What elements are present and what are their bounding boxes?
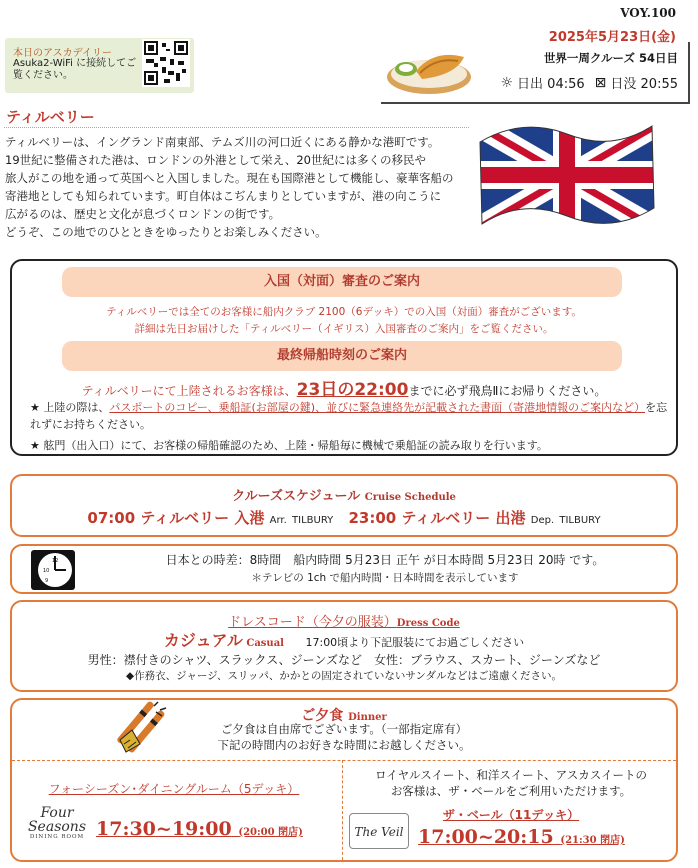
- dinner-title-en: Dinner: [348, 712, 387, 723]
- sunrise-icon: ☼: [500, 74, 514, 91]
- star-icon: ★: [30, 439, 40, 452]
- intro-line: 広がるのは、歴史と文化が息づくロンドンの街です。: [5, 207, 281, 221]
- dinner-title-ja: ご夕食: [301, 708, 344, 724]
- schedule-title-en: Cruise Schedule: [364, 492, 456, 503]
- sunset-time: 日没 20:55: [610, 77, 678, 92]
- fs-logo-line3: DINING ROOM: [29, 834, 85, 840]
- veil-closing: (21:30 閉店): [560, 835, 625, 846]
- wifi-text: Asuka2-WiFi に接続してご覧ください。: [13, 58, 137, 81]
- dinner-line-1: ご夕食は自由席でございます。（一部指定席有）: [220, 722, 468, 736]
- fs-logo-line2: Seasons: [27, 819, 87, 835]
- dinner-line-2: 下記の時間内のお好きな時間にお越しください。: [217, 738, 471, 752]
- gangway-note: [30, 437, 670, 453]
- dress-code-value: カジュアル: [163, 631, 243, 650]
- departure-label: Dep.: [530, 515, 555, 526]
- svg-text:12: 12: [52, 558, 59, 564]
- landing-note: [30, 399, 670, 433]
- veil-logo: The Veil: [349, 813, 409, 849]
- voyage-number: VOY.100: [620, 6, 676, 20]
- schedule-title: [10, 485, 678, 504]
- fs-closing: (20:00 閉店): [238, 827, 303, 838]
- dress-code-row: [10, 628, 678, 651]
- immigration-line-1: ティルベリーでは全てのお客様に船内クラブ 2100（6デッキ）での入国（対面）審査がございます。: [106, 306, 582, 318]
- fs-logo-line1: Four: [40, 805, 74, 821]
- svg-text:9: 9: [45, 578, 49, 584]
- immigration-line-2: 詳細は先日お届けした「ティルベリー（イギリス）入国審査のご案内」をご覧ください。: [134, 323, 554, 335]
- dress-code-en: Casual: [246, 638, 284, 649]
- intro-line: 旅人がこの地を通って英国へと入国しました。現在も国際港として機能し、豪華客船の: [5, 171, 454, 185]
- note2-text: 舷門（出入口）にて、お客様の帰船確認のため、上陸・帰船毎に機械で乗船証の読み取りを行います。: [43, 439, 548, 452]
- four-seasons-logo: [22, 806, 92, 850]
- schedule-title-ja: クルーズスケジュール: [232, 489, 361, 504]
- date-label: 2025年5月23日(金): [548, 30, 676, 45]
- veil-hours: [418, 826, 625, 848]
- arrival-label: Arr.: [269, 515, 287, 526]
- sunset-icon: ⊠: [594, 74, 607, 91]
- return-time: 23日の22:00: [296, 380, 409, 400]
- fs-time-range: 17:30~19:00: [96, 818, 232, 840]
- svg-text:10: 10: [43, 568, 50, 574]
- dinner-divider-vertical: [342, 760, 343, 860]
- union-jack-flag-image: [472, 112, 662, 242]
- return-title: 最終帰船時刻のご案内: [62, 341, 622, 371]
- wifi-title: 本日のアスカデイリー: [13, 48, 112, 59]
- cruise-day-label: 世界一周クルーズ 54日目: [543, 51, 678, 65]
- dress-time-note: 17:00頃より下記服装にてお過ごしください: [305, 636, 525, 649]
- note1-pre: 上陸の際は、: [43, 401, 110, 414]
- return-notice: [14, 375, 674, 400]
- intro-line: ティルベリーは、イングランド南東部、テムズ川の河口近くにある静かな港町です。: [5, 135, 440, 149]
- immigration-title: 入国（対面）審査のご案内: [62, 267, 622, 297]
- schedule-row: [10, 507, 678, 528]
- dinner-divider-horizontal: [12, 760, 676, 761]
- four-seasons-hours: [96, 818, 303, 840]
- dress-title-en: Dress Code: [396, 618, 460, 629]
- note1-post: を忘れずにお持ちください。: [30, 401, 668, 431]
- arrival-time: 07:00: [87, 509, 136, 527]
- tv-note: ＊テレビの 1ch で船内時間・日本時間を表示しています: [251, 572, 519, 584]
- dress-restrictions: ◆作務衣、ジャージ、スリッパ、かかとの固定されていないサンダルなどはご遠慮ください。: [126, 670, 562, 682]
- arrival-port-en: TILBURY: [292, 515, 334, 526]
- four-seasons-name: フォーシーズン･ダイニングルーム（5デッキ）: [48, 782, 300, 796]
- veil-name: ザ・ベール（11デッキ）: [442, 808, 580, 822]
- clock-icon: [30, 549, 76, 591]
- return-pre: ティルベリーにて上陸されるお客様は、: [81, 384, 297, 398]
- sunrise-time: 日出 04:56: [517, 77, 585, 92]
- veil-eligibility-2: お客様は、ザ・ベールをご利用いただけます。: [390, 784, 632, 798]
- port-intro: [5, 133, 470, 241]
- departure-time: 23:00: [348, 509, 397, 527]
- return-post: までに必ず飛鳥Ⅱにお帰りください。: [408, 384, 607, 398]
- time-difference: 日本との時差：8時間 船内時間 5月23日 正午 が日本時間 5月23日 20時 です。: [165, 553, 605, 567]
- qr-code-icon[interactable]: [142, 39, 190, 87]
- intro-line: どうぞ、この地でのひとときをゆったりとお楽しみください。: [5, 225, 327, 239]
- star-icon: ★: [30, 401, 40, 414]
- intro-line: 19世紀に整備された港は、ロンドンの外港として栄え、20世紀には多くの移民や: [5, 153, 426, 167]
- veil-eligibility-1: ロイヤルスイート、和洋スイート、アスカスイートの: [375, 768, 647, 782]
- note1-underlined: パスポートのコピー、乗船証(お部屋の鍵)、並びに緊急連絡先が記載された書面（寄港地情報のご案内など）: [109, 401, 646, 414]
- veil-time-range: 17:00~20:15: [418, 826, 554, 848]
- title-divider: [4, 127, 469, 128]
- arrival-port: ティルベリー 入港: [140, 509, 265, 527]
- fish-and-chips-image: [386, 35, 472, 95]
- dress-title-ja: ドレスコード（今夕の服装）: [228, 615, 397, 630]
- intro-line: 寄港地としても知られています。町自体はこぢんまりとしていますが、港の向こうに: [5, 189, 442, 203]
- departure-port-en: TILBURY: [559, 515, 601, 526]
- departure-port: ティルベリー 出港: [401, 509, 526, 527]
- port-title: ティルベリー: [6, 108, 95, 126]
- sun-times: [500, 73, 678, 92]
- dress-examples: 男性：襟付きのシャツ、スラックス、ジーンズなど 女性：ブラウス、スカート、ジーンズなど: [87, 653, 601, 667]
